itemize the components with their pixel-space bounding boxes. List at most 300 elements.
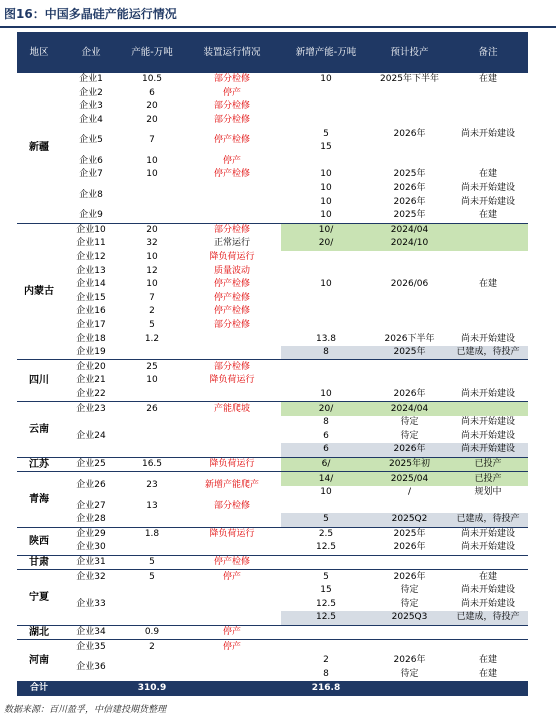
capacity-value: 10 <box>146 375 158 386</box>
capacity-value: 10 <box>146 155 158 166</box>
table-row <box>17 570 528 584</box>
header-status: 装置运行情况 <box>183 32 281 73</box>
note-cell: 在建 <box>448 73 528 87</box>
expected-start: 2025年初 <box>371 457 448 472</box>
new-capacity-value: 10/ <box>281 223 371 237</box>
operation-status <box>183 209 281 223</box>
operation-status: 降负荷运行 <box>183 457 281 472</box>
company-name: 企业10 <box>61 223 121 237</box>
new-capacity-value: 14/ <box>281 472 371 486</box>
new-capacity-value: 10 <box>320 169 332 180</box>
company-name: 企业16 <box>76 306 106 317</box>
capacity-value: 2 <box>149 306 155 317</box>
table-row <box>17 87 528 101</box>
note-cell: 尚未开始建设 <box>460 333 515 344</box>
new-capacity-value <box>281 555 371 570</box>
table-header <box>17 32 528 73</box>
expected-start: 2024/04 <box>371 402 448 416</box>
operation-status: 部分检修 <box>183 223 281 237</box>
operation-status: 正常运行 <box>213 238 250 249</box>
table-row <box>17 332 528 346</box>
expected-start: 2026年 <box>393 183 426 194</box>
capacity-value: 1.8 <box>121 527 183 541</box>
operation-status: 停产 <box>222 87 241 98</box>
expected-start <box>371 87 448 101</box>
header-capacity: 产能-万吨 <box>121 32 183 73</box>
note-cell: 已投产 <box>448 472 528 486</box>
company-name: 企业25 <box>61 457 121 472</box>
operation-status <box>183 346 281 360</box>
note-cell <box>448 374 528 388</box>
new-capacity-value: 2 <box>323 655 329 666</box>
expected-start: 2025年 <box>393 169 426 180</box>
new-capacity-value: 2.5 <box>281 527 371 541</box>
company-name: 企业3 <box>79 101 103 112</box>
total-company-cell <box>61 681 121 696</box>
table-row <box>17 527 528 541</box>
expected-start: 2026年 <box>393 388 426 399</box>
company-name: 企业12 <box>76 252 106 263</box>
table-row <box>17 100 528 114</box>
operation-status: 部分检修 <box>213 101 250 112</box>
region-name: 湖北 <box>17 625 61 640</box>
expected-start: 2025/04 <box>371 472 448 486</box>
table-row <box>17 416 528 430</box>
new-capacity-value <box>281 499 371 513</box>
operation-status: 停产检修 <box>213 306 250 317</box>
table-row <box>17 114 528 128</box>
note-cell <box>448 237 528 251</box>
expected-start: 2024/10 <box>371 237 448 251</box>
operation-status: 质量波动 <box>213 265 250 276</box>
note-cell: 已投产 <box>448 457 528 472</box>
note-cell <box>448 640 528 654</box>
note-cell: 在建 <box>478 655 497 666</box>
expected-start <box>371 251 448 265</box>
total-new-capacity: 216.8 <box>281 681 371 696</box>
header-region: 地区 <box>17 32 61 73</box>
capacity-value <box>121 654 183 681</box>
operation-status: 停产检修 <box>183 555 281 570</box>
expected-start: 2026/06 <box>390 279 429 290</box>
new-capacity-value <box>281 251 371 265</box>
expected-start: 2025Q2 <box>371 513 448 527</box>
table-row <box>17 73 528 87</box>
table-row <box>17 209 528 223</box>
expected-start: 2025年 <box>371 346 448 360</box>
table-row <box>17 640 528 654</box>
expected-start <box>371 374 448 388</box>
table-row <box>17 278 528 292</box>
new-capacity-value: 15 <box>320 142 332 153</box>
note-cell <box>448 402 528 416</box>
capacity-value: 5 <box>121 570 183 584</box>
note-cell: 在建 <box>448 570 528 584</box>
new-capacity-value <box>281 292 371 306</box>
capacity-value: 2 <box>121 640 183 654</box>
expected-start: 2025年下半年 <box>371 73 448 87</box>
note-cell <box>448 114 528 128</box>
new-capacity-value: 6 <box>323 430 329 441</box>
new-capacity-value: 12.5 <box>315 542 337 553</box>
region-name: 云南 <box>17 402 61 457</box>
new-capacity-value <box>281 87 371 101</box>
expected-start <box>371 100 448 114</box>
expected-start <box>371 264 448 278</box>
note-cell: 已建成，待投产 <box>448 513 528 527</box>
note-cell <box>448 100 528 114</box>
title-divider <box>0 26 556 28</box>
new-capacity-value: 5 <box>281 570 371 584</box>
capacity-value: 12 <box>146 265 158 276</box>
header-row <box>17 32 528 73</box>
new-capacity-value: 5 <box>281 513 371 527</box>
capacity-value: 10 <box>146 169 158 180</box>
operation-status: 停产检修 <box>213 169 250 180</box>
operation-status: 降负荷运行 <box>209 252 255 263</box>
company-name: 企业4 <box>79 115 103 126</box>
company-name: 企业36 <box>76 662 106 673</box>
note-cell <box>448 87 528 101</box>
new-capacity-value: 15 <box>320 585 332 596</box>
note-cell <box>448 264 528 278</box>
company-name: 企业19 <box>76 347 106 358</box>
total-row <box>17 681 528 696</box>
total-capacity: 310.9 <box>121 681 183 696</box>
note-cell: 在建 <box>478 668 497 679</box>
new-capacity-value: 8 <box>323 668 329 679</box>
table-row <box>17 237 528 251</box>
capacity-value: 10.5 <box>121 73 183 87</box>
expected-start: 待定 <box>400 585 419 596</box>
capacity-value: 7 <box>149 135 155 146</box>
note-cell: 尚未开始建设 <box>460 430 515 441</box>
operation-status: 产能爬坡 <box>183 402 281 416</box>
note-cell <box>448 251 528 265</box>
note-cell: 尚未开始建设 <box>460 183 515 194</box>
region-name: 青海 <box>17 472 61 527</box>
header-company: 企业 <box>61 32 121 73</box>
region-name: 江苏 <box>17 457 61 472</box>
new-capacity-value <box>281 264 371 278</box>
new-capacity-value: 6/ <box>281 457 371 472</box>
company-name: 企业28 <box>76 514 106 525</box>
capacity-value: 32 <box>146 238 158 249</box>
company-name: 企业27 <box>76 500 106 511</box>
new-capacity-value <box>281 625 371 640</box>
total-expected-cell <box>371 681 448 696</box>
new-capacity-value: 20/ <box>281 402 371 416</box>
expected-start <box>371 640 448 654</box>
table-row <box>17 127 528 141</box>
expected-start <box>371 319 448 333</box>
note-cell: 尚未开始建设 <box>460 542 515 553</box>
new-capacity-value <box>281 319 371 333</box>
table-row <box>17 182 528 196</box>
company-name: 企业15 <box>76 292 106 303</box>
note-cell: 规划中 <box>474 487 502 498</box>
new-capacity-value <box>281 360 371 374</box>
capacity-value: 5 <box>121 555 183 570</box>
table-row <box>17 541 528 555</box>
note-cell: 已建成，待投产 <box>448 346 528 360</box>
table-row <box>17 654 528 668</box>
expected-start <box>371 114 448 128</box>
operation-status <box>183 332 281 346</box>
expected-start <box>371 141 448 155</box>
note-cell: 尚未开始建设 <box>460 196 515 207</box>
company-name: 企业14 <box>76 279 106 290</box>
capacity-value: 0.9 <box>121 625 183 640</box>
total-status-cell <box>183 681 281 696</box>
note-cell <box>448 155 528 169</box>
company-name: 企业2 <box>79 87 103 98</box>
operation-status <box>183 654 281 681</box>
expected-start: 2026年 <box>393 196 426 207</box>
company-name: 企业18 <box>76 333 106 344</box>
table-row <box>17 402 528 416</box>
header-new-capacity: 新增产能-万吨 <box>281 32 371 73</box>
new-capacity-value: 20/ <box>281 237 371 251</box>
new-capacity-value: 12.5 <box>315 598 337 609</box>
company-name: 企业33 <box>76 598 106 609</box>
capacity-value: 6 <box>149 87 155 98</box>
expected-start <box>371 360 448 374</box>
operation-status: 部分检修 <box>213 319 250 330</box>
table-row <box>17 292 528 306</box>
capacity-table <box>17 32 528 696</box>
company-name: 企业32 <box>61 570 121 584</box>
capacity-value <box>121 209 183 223</box>
operation-status <box>183 541 281 555</box>
table-row <box>17 168 528 182</box>
expected-start: 2025年 <box>393 210 426 221</box>
table-row <box>17 499 528 513</box>
operation-status: 降负荷运行 <box>183 527 281 541</box>
operation-status <box>183 388 281 402</box>
new-capacity-value: 10 <box>320 196 332 207</box>
region-name: 内蒙古 <box>17 223 61 360</box>
expected-start: 待定 <box>400 430 419 441</box>
operation-status: 停产检修 <box>213 135 250 146</box>
total-note-cell <box>448 681 528 696</box>
note-cell <box>448 499 528 513</box>
capacity-value: 10 <box>146 252 158 263</box>
capacity-value: 5 <box>149 319 155 330</box>
note-cell: 在建 <box>478 169 497 180</box>
table-row <box>17 374 528 388</box>
note-cell: 尚未开始建设 <box>460 417 515 428</box>
company-name: 企业9 <box>79 210 103 221</box>
operation-status: 停产 <box>183 570 281 584</box>
new-capacity-value <box>281 374 371 388</box>
expected-start: 2026年 <box>393 655 426 666</box>
new-capacity-value: 8 <box>281 346 371 360</box>
expected-start: 待定 <box>400 417 419 428</box>
header-note: 备注 <box>448 32 528 73</box>
region-name: 宁夏 <box>17 570 61 625</box>
company-name: 企业35 <box>61 640 121 654</box>
new-capacity-value: 10 <box>320 183 332 194</box>
new-capacity-value: 10 <box>320 388 332 399</box>
table-row <box>17 584 528 598</box>
capacity-value: 20 <box>146 101 158 112</box>
new-capacity-value: 5 <box>323 128 329 139</box>
capacity-value: 26 <box>121 402 183 416</box>
table-row <box>17 305 528 319</box>
expected-start <box>371 305 448 319</box>
region-name: 新疆 <box>17 73 61 224</box>
note-cell <box>448 305 528 319</box>
capacity-value <box>121 541 183 555</box>
expected-start <box>371 292 448 306</box>
new-capacity-value: 10 <box>320 210 332 221</box>
table-row <box>17 155 528 169</box>
capacity-value: 25 <box>121 360 183 374</box>
operation-status: 停产 <box>183 625 281 640</box>
capacity-value: 20 <box>146 115 158 126</box>
expected-start: 2026下半年 <box>384 333 435 344</box>
new-capacity-value <box>281 100 371 114</box>
expected-start: 待定 <box>400 668 419 679</box>
company-name: 企业30 <box>76 542 106 553</box>
expected-start <box>371 555 448 570</box>
expected-start: 2026年 <box>393 542 426 553</box>
data-source: 数据来源：百川盈孚，中信建投期货整理 <box>4 705 167 715</box>
table-body <box>17 73 528 682</box>
new-capacity-value: 10 <box>320 279 332 290</box>
table-row <box>17 319 528 333</box>
note-cell: 尚未开始建设 <box>460 598 515 609</box>
expected-start <box>371 155 448 169</box>
expected-start: 2025年 <box>371 527 448 541</box>
capacity-value: 10 <box>146 279 158 290</box>
table-row <box>17 251 528 265</box>
note-cell <box>448 292 528 306</box>
table-row <box>17 625 528 640</box>
new-capacity-value: 10 <box>320 487 332 498</box>
company-name: 企业26 <box>61 472 121 500</box>
operation-status: 停产检修 <box>213 279 250 290</box>
note-cell: 尚未开始建设 <box>460 128 515 139</box>
company-name: 企业8 <box>79 189 103 200</box>
note-cell <box>448 223 528 237</box>
company-name: 企业7 <box>79 169 103 180</box>
capacity-value: 13 <box>146 500 158 511</box>
company-name: 企业20 <box>61 360 121 374</box>
capacity-value <box>121 584 183 625</box>
expected-start: 2024/04 <box>371 223 448 237</box>
capacity-value: 23 <box>121 472 183 500</box>
capacity-value <box>121 416 183 457</box>
table-row <box>17 388 528 402</box>
note-cell <box>448 319 528 333</box>
expected-start: 2025Q3 <box>371 611 448 625</box>
capacity-value <box>121 346 183 360</box>
note-cell: 尚未开始建设 <box>448 443 528 457</box>
capacity-value: 7 <box>149 292 155 303</box>
company-name: 企业22 <box>76 388 106 399</box>
new-capacity-value: 10 <box>281 73 371 87</box>
company-name: 企业1 <box>61 73 121 87</box>
capacity-value <box>121 513 183 527</box>
operation-status: 部分检修 <box>213 115 250 126</box>
new-capacity-value: 8 <box>323 417 329 428</box>
note-cell <box>448 625 528 640</box>
operation-status: 停产 <box>183 640 281 654</box>
operation-status: 停产 <box>222 155 241 166</box>
figure-title: 图16：中国多晶硅产能运行情况 <box>4 7 177 21</box>
table-row <box>17 360 528 374</box>
operation-status <box>183 584 281 625</box>
note-cell: 尚未开始建设 <box>460 585 515 596</box>
operation-status: 降负荷运行 <box>209 375 255 386</box>
company-name: 企业17 <box>76 319 106 330</box>
capacity-value: 16.5 <box>121 457 183 472</box>
new-capacity-value <box>281 114 371 128</box>
new-capacity-value: 12.5 <box>281 611 371 625</box>
region-name: 河南 <box>17 640 61 681</box>
note-cell: 在建 <box>478 279 497 290</box>
region-name: 甘肃 <box>17 555 61 570</box>
company-name: 企业24 <box>76 430 106 441</box>
company-name: 企业6 <box>79 155 103 166</box>
company-name: 企业11 <box>76 238 106 249</box>
region-name: 陕西 <box>17 527 61 555</box>
company-name: 企业31 <box>61 555 121 570</box>
new-capacity-value <box>281 305 371 319</box>
operation-status: 部分检修 <box>183 360 281 374</box>
table-row <box>17 223 528 237</box>
operation-status <box>183 416 281 457</box>
capacity-value <box>121 182 183 209</box>
company-name: 企业13 <box>76 265 106 276</box>
expected-start: / <box>407 487 412 498</box>
table-row <box>17 555 528 570</box>
table-row <box>17 346 528 360</box>
new-capacity-value: 6 <box>281 443 371 457</box>
expected-start: 2026年 <box>393 128 426 139</box>
table-row <box>17 513 528 527</box>
company-name: 企业34 <box>61 625 121 640</box>
capacity-value <box>121 388 183 402</box>
expected-start: 2026年 <box>371 443 448 457</box>
operation-status: 部分检修 <box>213 500 250 511</box>
company-name: 企业5 <box>79 135 103 146</box>
note-cell: 尚未开始建设 <box>460 388 515 399</box>
operation-status <box>183 513 281 527</box>
operation-status: 停产检修 <box>213 292 250 303</box>
note-cell <box>448 360 528 374</box>
note-cell: 已建成，待投产 <box>448 611 528 625</box>
new-capacity-value <box>281 155 371 169</box>
expected-start: 待定 <box>400 598 419 609</box>
new-capacity-value: 13.8 <box>315 333 337 344</box>
capacity-value: 1.2 <box>144 333 160 344</box>
table-row <box>17 472 528 486</box>
expected-start <box>371 625 448 640</box>
company-name: 企业23 <box>61 402 121 416</box>
table-footer <box>17 681 528 696</box>
total-label: 合计 <box>17 681 61 696</box>
note-cell: 在建 <box>478 210 497 221</box>
company-name: 企业21 <box>76 375 106 386</box>
new-capacity-value <box>281 640 371 654</box>
table-row <box>17 264 528 278</box>
company-name: 企业29 <box>61 527 121 541</box>
capacity-value: 20 <box>121 223 183 237</box>
expected-start <box>371 499 448 513</box>
